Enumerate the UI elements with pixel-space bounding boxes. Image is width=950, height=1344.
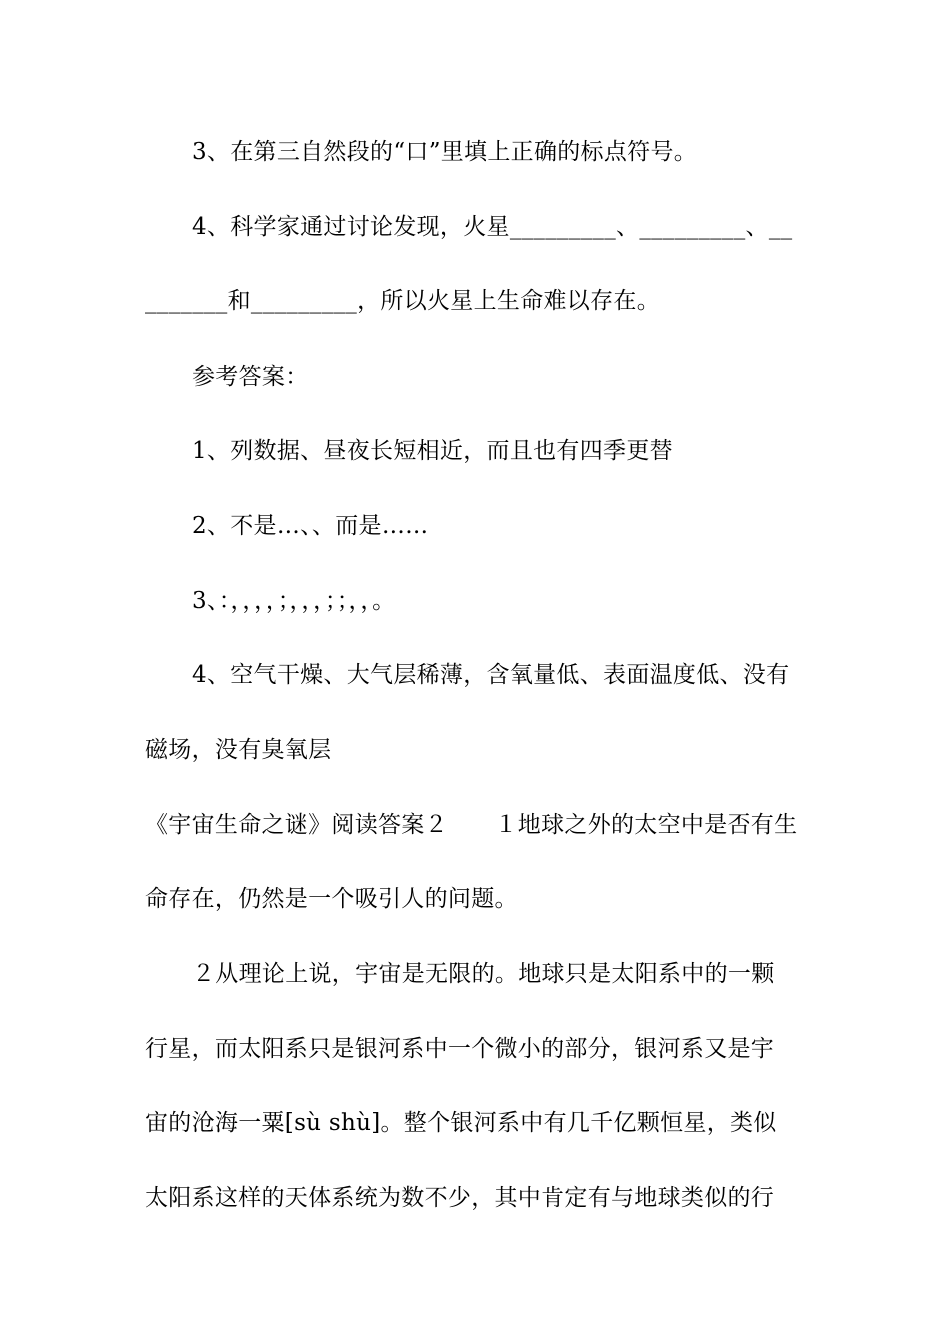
answer-3: 3、：，，，，；，，，；；，，。 (192, 588, 396, 614)
question-3: 3、在第三自然段的“口”里填上正确的标点符号。 (192, 139, 698, 165)
answer-heading: 参考答案： (192, 364, 309, 390)
paragraph-2-line-2: 行星，而太阳系只是银河系中一个微小的部分，银河系又是宇 (145, 1036, 775, 1062)
section-title-line: 《宇宙生命之谜》阅读答案２ １地球之外的太空中是否有生 (145, 812, 798, 838)
paragraph-2-line-4: 太阳系这样的天体系统为数不少，其中肯定有与地球类似的行 (145, 1185, 775, 1211)
paragraph-2-line-3: 宙的沧海一粟[sù shù]。整个银河系中有几千亿颗恒星，类似 (145, 1110, 777, 1136)
question-4-line-2: _______和_________，所以火星上生命难以存在。 (145, 288, 660, 314)
answer-2: 2、不是…、、而是…… (192, 513, 429, 539)
answer-1: 1、列数据、昼夜长短相近，而且也有四季更替 (192, 438, 673, 464)
answer-4-line-2: 磁场，没有臭氧层 (145, 737, 332, 763)
answer-4-line-1: 4、空气干燥、大气层稀薄，含氧量低、表面温度低、没有 (192, 662, 790, 688)
paragraph-2-line-1: ２从理论上说，宇宙是无限的。地球只是太阳系中的一颗 (192, 961, 775, 987)
question-4-line-1: 4、科学家通过讨论发现，火星_________、_________、__ (192, 214, 793, 240)
paragraph-1-line-2: 命存在，仍然是一个吸引人的问题。 (145, 886, 518, 912)
